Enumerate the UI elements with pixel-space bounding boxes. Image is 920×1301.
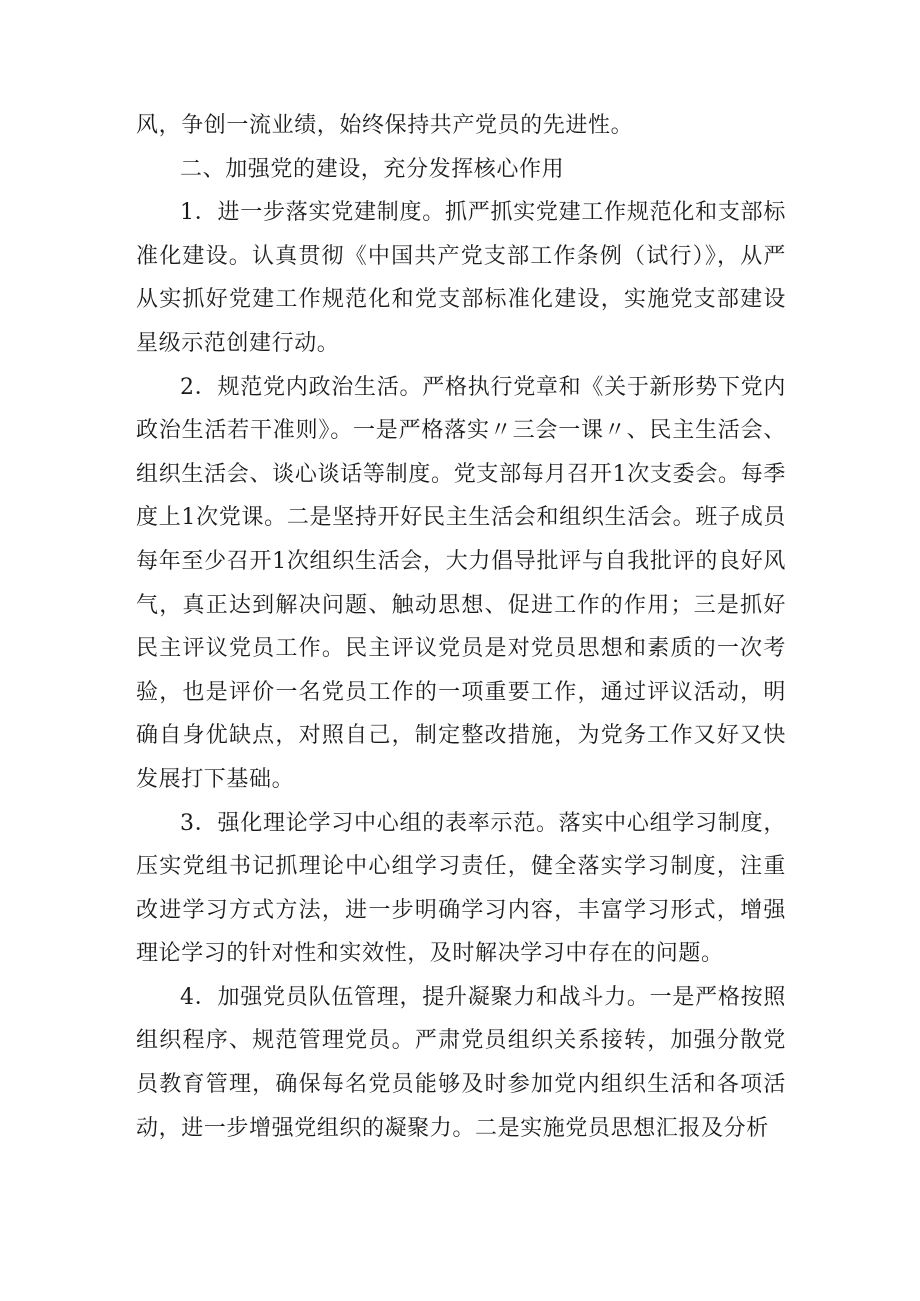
continuation-paragraph: 风，争创一流业绩，始终保持共产党员的先进性。 [136, 113, 634, 138]
paragraph-item-4: 4．加强党员队伍管理，提升凝聚力和战斗力。一是严格按照组织程序、规范管理党员。严肃党员组织关系接转，加强分散党员教育管理，确保每名党员能够及时参加党内组织生活和各项活动，进一步增强党组织的凝聚力。二是实施党员思想汇报及分析 [136, 984, 786, 1141]
paragraph-item-1: 1．进一步落实党建制度。抓严抓实党建工作规范化和支部标准化建设。认真贯彻《中国共产党支部工作条例（试行）》，从严从实抓好党建工作规范化和党支部标准化建设，实施党支部建设星级示范创建行动。 [136, 200, 786, 356]
document-body [136, 104, 786, 1150]
paragraph-item-3: 3．强化理论学习中心组的表率示范。落实中心组学习制度，压实党组书记抓理论中心组学习责任，健全落实学习制度，注重改进学习方式方法，进一步明确学习内容，丰富学习形式，增强理论学习的针对性和实效性，及时解决学习中存在的问题。 [136, 810, 786, 967]
paragraph-item-2: 2．规范党内政治生活。严格执行党章和《关于新形势下党内政治生活若干准则》。一是严格落实〃三会一课〃、民主生活会、组织生活会、谈心谈话等制度。党支部每月召开1次支委会。每季度上1次党课。二是坚持开好民主生活会和组织生活会。班子成员每年至少召开1次组织生活会，大力倡导批评与自我批评的良好风气，真正达到解决问题、触动思想、促进工作的作用；三是抓好民主评议党员工作。民主评议党员是对党员思想和素质的一次考验，也是评价一名党员工作的一项重要工作，通过评议活动，明确自身优缺点，对照自己，制定整改措施，为党务工作又好又快发展打下基础。 [136, 374, 786, 792]
section-heading: 二、加强党的建设，充分发挥核心作用 [180, 156, 565, 182]
